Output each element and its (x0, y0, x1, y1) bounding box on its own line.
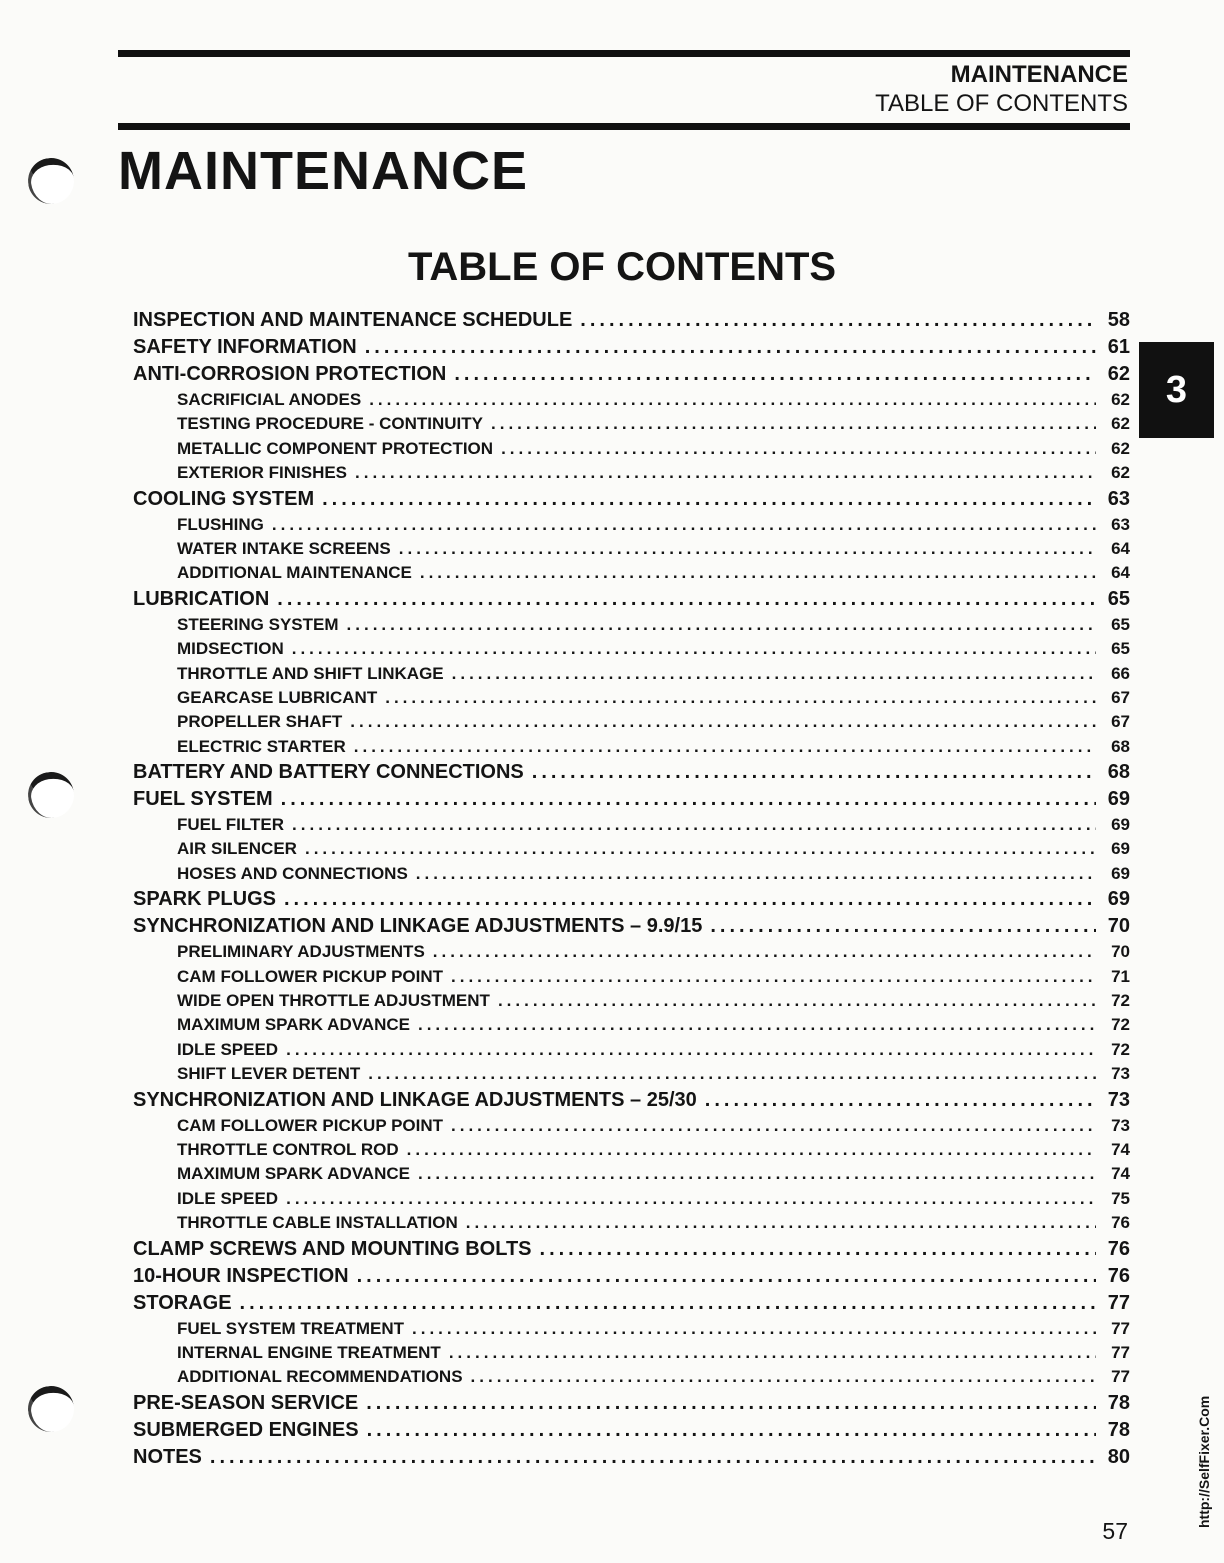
toc-subentry (133, 414, 1130, 438)
toc-entry-page: 78 (1107, 1391, 1130, 1414)
toc-entry-title: AIR SILENCER (177, 839, 297, 859)
toc-entry-page: 69 (1111, 839, 1130, 859)
toc-entry-title: PROPELLER SHAFT (177, 712, 343, 732)
toc-entry-title: SYNCHRONIZATION AND LINKAGE ADJUSTMENTS – 9.9/15 (133, 915, 703, 938)
toc-entry-page: 70 (1107, 915, 1130, 938)
dot-leader (347, 615, 1096, 635)
toc-subentry (133, 967, 1130, 991)
toc-entry-page: 77 (1107, 1291, 1130, 1314)
dot-leader (451, 967, 1096, 987)
toc-entry-title: FUEL SYSTEM TREATMENT (177, 1318, 404, 1338)
toc-entry-page: 80 (1107, 1445, 1130, 1468)
toc-entry-title: MAXIMUM SPARK ADVANCE (177, 1164, 410, 1184)
chapter-tab: 3 (1139, 342, 1214, 438)
dot-leader (272, 515, 1096, 535)
toc-entry-page: 62 (1107, 363, 1130, 385)
toc-subentry (133, 639, 1130, 663)
toc-entry-page: 69 (1107, 788, 1130, 811)
toc-entry-title: NOTES (133, 1445, 202, 1468)
toc-entry-title: GEARCASE LUBRICANT (177, 687, 378, 707)
toc-entry (133, 1446, 1130, 1473)
toc-entry-page: 74 (1111, 1164, 1130, 1184)
toc-entry-title: METALLIC COMPONENT PROTECTION (177, 438, 494, 458)
dot-leader (540, 1238, 1096, 1261)
toc-entry-page: 61 (1107, 336, 1130, 358)
toc-entry-title: FLUSHING (177, 514, 264, 534)
toc-subentry (133, 839, 1130, 863)
dot-leader (412, 1319, 1096, 1339)
toc-entry-page: 66 (1111, 663, 1130, 683)
toc-entry-title: SPARK PLUGS (133, 888, 276, 911)
header-subsection: TABLE OF CONTENTS (875, 90, 1128, 117)
toc-entry-page: 65 (1107, 587, 1130, 610)
toc-entry-title: MAXIMUM SPARK ADVANCE (177, 1015, 410, 1035)
toc-entry-page: 72 (1111, 991, 1130, 1011)
toc-entry-page: 73 (1111, 1064, 1130, 1084)
toc-entry-title: ADDITIONAL MAINTENANCE (177, 563, 412, 583)
binder-hole-top (25, 155, 77, 207)
dot-leader (292, 639, 1096, 659)
dot-leader (286, 1189, 1096, 1209)
dot-leader (385, 688, 1096, 708)
toc-subentry (133, 563, 1130, 587)
toc-entry-title: HOSES AND CONNECTIONS (177, 863, 408, 883)
toc-entry-page: 62 (1111, 390, 1130, 409)
dot-leader (471, 1367, 1096, 1387)
toc-subentry (133, 515, 1130, 539)
toc-entry (133, 488, 1130, 515)
toc-subentry (133, 1213, 1130, 1237)
toc-subentry (133, 1116, 1130, 1140)
dot-leader (354, 737, 1096, 757)
toc-entry-page: 63 (1111, 514, 1130, 534)
toc-entry-title: SACRIFICIAL ANODES (177, 390, 362, 409)
toc-entry-page: 78 (1107, 1418, 1130, 1441)
toc-subentry (133, 1040, 1130, 1064)
toc-entry-page: 70 (1111, 942, 1130, 962)
dot-leader (418, 1164, 1096, 1184)
toc-entry-page: 64 (1111, 538, 1130, 558)
dot-leader (580, 309, 1096, 332)
toc-entry (133, 915, 1130, 942)
toc-entry-page: 62 (1111, 414, 1130, 434)
toc-entry-title: 10-HOUR INSPECTION (133, 1264, 349, 1287)
toc-subentry (133, 539, 1130, 563)
toc-entry-title: PRELIMINARY ADJUSTMENTS (177, 942, 425, 962)
dot-leader (240, 1292, 1096, 1315)
toc-entry (133, 1392, 1130, 1419)
binder-hole-middle (25, 769, 77, 821)
dot-leader (399, 539, 1096, 559)
dot-leader (710, 915, 1096, 938)
toc-subentry (133, 664, 1130, 688)
toc-entry-page: 62 (1111, 463, 1130, 483)
binder-hole-bottom (25, 1383, 77, 1435)
toc-subentry (133, 439, 1130, 463)
toc-entry-page: 76 (1107, 1264, 1130, 1287)
toc-entry-page: 74 (1111, 1139, 1130, 1159)
toc-subentry (133, 1064, 1130, 1088)
dot-leader (420, 563, 1096, 583)
side-url: http://SelfFixer.Com (1196, 1395, 1212, 1528)
dot-leader (305, 839, 1096, 859)
dot-leader (705, 1089, 1096, 1112)
toc-entry (133, 1089, 1130, 1116)
toc-entry (133, 1292, 1130, 1319)
dot-leader (284, 888, 1096, 911)
toc-entry (133, 588, 1130, 615)
toc-entry-title: THROTTLE AND SHIFT LINKAGE (177, 663, 444, 683)
toc-entry-page: 69 (1111, 863, 1130, 883)
toc-entry-title: IDLE SPEED (177, 1188, 279, 1208)
dot-leader (433, 942, 1096, 962)
dot-leader (416, 864, 1096, 884)
dot-leader (210, 1446, 1096, 1469)
toc-entry-page: 73 (1107, 1088, 1130, 1111)
toc-entry-title: SYNCHRONIZATION AND LINKAGE ADJUSTMENTS – 25/30 (133, 1088, 697, 1111)
toc-entry-title: MIDSECTION (177, 639, 284, 659)
toc-entry-title: STORAGE (133, 1291, 232, 1314)
toc-subentry (133, 815, 1130, 839)
toc-subentry (133, 1015, 1130, 1039)
toc-entry-page: 72 (1111, 1039, 1130, 1059)
toc-entry-title: THROTTLE CONTROL ROD (177, 1139, 399, 1159)
header-section: MAINTENANCE (950, 61, 1128, 88)
toc-entry-page: 65 (1111, 614, 1130, 634)
toc-entry-page: 62 (1111, 438, 1130, 458)
toc-entry-page: 67 (1111, 687, 1130, 707)
toc-entry-title: ELECTRIC STARTER (177, 736, 346, 756)
toc-entry (133, 888, 1130, 915)
dot-leader (277, 588, 1096, 611)
table-of-contents (133, 309, 1130, 1473)
dot-leader (454, 363, 1096, 386)
toc-entry-page: 76 (1111, 1213, 1130, 1233)
toc-entry-page: 73 (1111, 1115, 1130, 1135)
toc-subentry (133, 864, 1130, 888)
toc-entry (133, 1265, 1130, 1292)
toc-subentry (133, 688, 1130, 712)
toc-entry-title: STEERING SYSTEM (177, 614, 339, 634)
toc-entry-title: ANTI-CORROSION PROTECTION (133, 363, 447, 385)
header-rule-top (118, 50, 1130, 57)
dot-leader (466, 1213, 1096, 1233)
toc-subentry (133, 1319, 1130, 1343)
toc-subentry (133, 942, 1130, 966)
toc-entry (133, 309, 1130, 336)
toc-subentry (133, 712, 1130, 736)
toc-entry-title: IDLE SPEED (177, 1039, 279, 1059)
toc-entry-page: 68 (1111, 736, 1130, 756)
dot-leader (451, 1116, 1096, 1136)
dot-leader (355, 463, 1096, 483)
dot-leader (366, 1392, 1096, 1415)
dot-leader (367, 1419, 1096, 1442)
toc-entry (133, 336, 1130, 363)
dot-leader (452, 664, 1096, 684)
toc-entry-title: THROTTLE CABLE INSTALLATION (177, 1213, 458, 1233)
toc-entry-title: INSPECTION AND MAINTENANCE SCHEDULE (133, 309, 573, 331)
toc-entry-title: WATER INTAKE SCREENS (177, 538, 391, 558)
toc-entry (133, 1419, 1130, 1446)
toc-entry-page: 77 (1111, 1367, 1130, 1387)
dot-leader (368, 1064, 1096, 1084)
dot-leader (407, 1140, 1096, 1160)
dot-leader (532, 761, 1096, 784)
toc-subentry (133, 1367, 1130, 1391)
toc-entry-title: FUEL SYSTEM (133, 788, 273, 811)
toc-subentry (133, 463, 1130, 487)
toc-entry-title: SAFETY INFORMATION (133, 336, 357, 358)
toc-subentry (133, 1189, 1130, 1213)
toc-entry-title: SHIFT LEVER DETENT (177, 1064, 361, 1084)
toc-title: TABLE OF CONTENTS (407, 245, 837, 289)
dot-leader (418, 1015, 1096, 1035)
toc-subentry (133, 615, 1130, 639)
toc-entry-title: CAM FOLLOWER PICKUP POINT (177, 1115, 444, 1135)
dot-leader (292, 815, 1096, 835)
toc-entry-page: 77 (1111, 1342, 1130, 1362)
dot-leader (286, 1040, 1096, 1060)
toc-entry-title: BATTERY AND BATTERY CONNECTIONS (133, 761, 524, 784)
dot-leader (369, 390, 1096, 410)
toc-entry-title: TESTING PROCEDURE - CONTINUITY (177, 414, 484, 434)
toc-entry-title: CLAMP SCREWS AND MOUNTING BOLTS (133, 1237, 532, 1260)
toc-entry-title: INTERNAL ENGINE TREATMENT (177, 1342, 441, 1362)
toc-subentry (133, 390, 1130, 414)
dot-leader (357, 1265, 1096, 1288)
toc-entry-title: FUEL FILTER (177, 815, 285, 835)
toc-entry (133, 1238, 1130, 1265)
toc-entry-title: SUBMERGED ENGINES (133, 1418, 359, 1441)
toc-entry-page: 63 (1107, 487, 1130, 510)
toc-entry-title: PRE-SEASON SERVICE (133, 1391, 359, 1414)
toc-subentry (133, 1140, 1130, 1164)
toc-entry (133, 761, 1130, 788)
toc-entry-title: EXTERIOR FINISHES (177, 463, 348, 483)
toc-entry-title: WIDE OPEN THROTTLE ADJUSTMENT (177, 991, 490, 1011)
dot-leader (449, 1343, 1096, 1363)
toc-subentry (133, 737, 1130, 761)
toc-entry (133, 788, 1130, 815)
toc-entry-page: 76 (1107, 1237, 1130, 1260)
dot-leader (322, 488, 1096, 511)
toc-entry (133, 363, 1130, 390)
toc-entry-page: 71 (1111, 966, 1130, 986)
toc-entry-title: COOLING SYSTEM (133, 487, 315, 510)
dot-leader (498, 991, 1096, 1011)
toc-entry-title: LUBRICATION (133, 587, 270, 610)
toc-entry-page: 75 (1111, 1188, 1130, 1208)
page-number: 57 (1102, 1518, 1128, 1544)
dot-leader (350, 712, 1096, 732)
header-rule-bottom (118, 123, 1130, 130)
toc-entry-page: 65 (1111, 639, 1130, 659)
toc-entry-page: 68 (1107, 761, 1130, 784)
toc-entry-page: 58 (1107, 309, 1130, 331)
toc-subentry (133, 991, 1130, 1015)
toc-entry-title: ADDITIONAL RECOMMENDATIONS (177, 1367, 463, 1387)
toc-entry-page: 67 (1111, 712, 1130, 732)
toc-entry-title: CAM FOLLOWER PICKUP POINT (177, 966, 444, 986)
toc-subentry (133, 1164, 1130, 1188)
dot-leader (491, 414, 1096, 434)
chapter-title: MAINTENANCE (118, 141, 528, 201)
dot-leader (281, 788, 1096, 811)
dot-leader (365, 336, 1096, 359)
dot-leader (501, 439, 1096, 459)
toc-entry-page: 69 (1107, 888, 1130, 911)
toc-entry-page: 72 (1111, 1015, 1130, 1035)
toc-entry-page: 69 (1111, 815, 1130, 835)
toc-subentry (133, 1343, 1130, 1367)
toc-entry-page: 64 (1111, 563, 1130, 583)
toc-entry-page: 77 (1111, 1318, 1130, 1338)
